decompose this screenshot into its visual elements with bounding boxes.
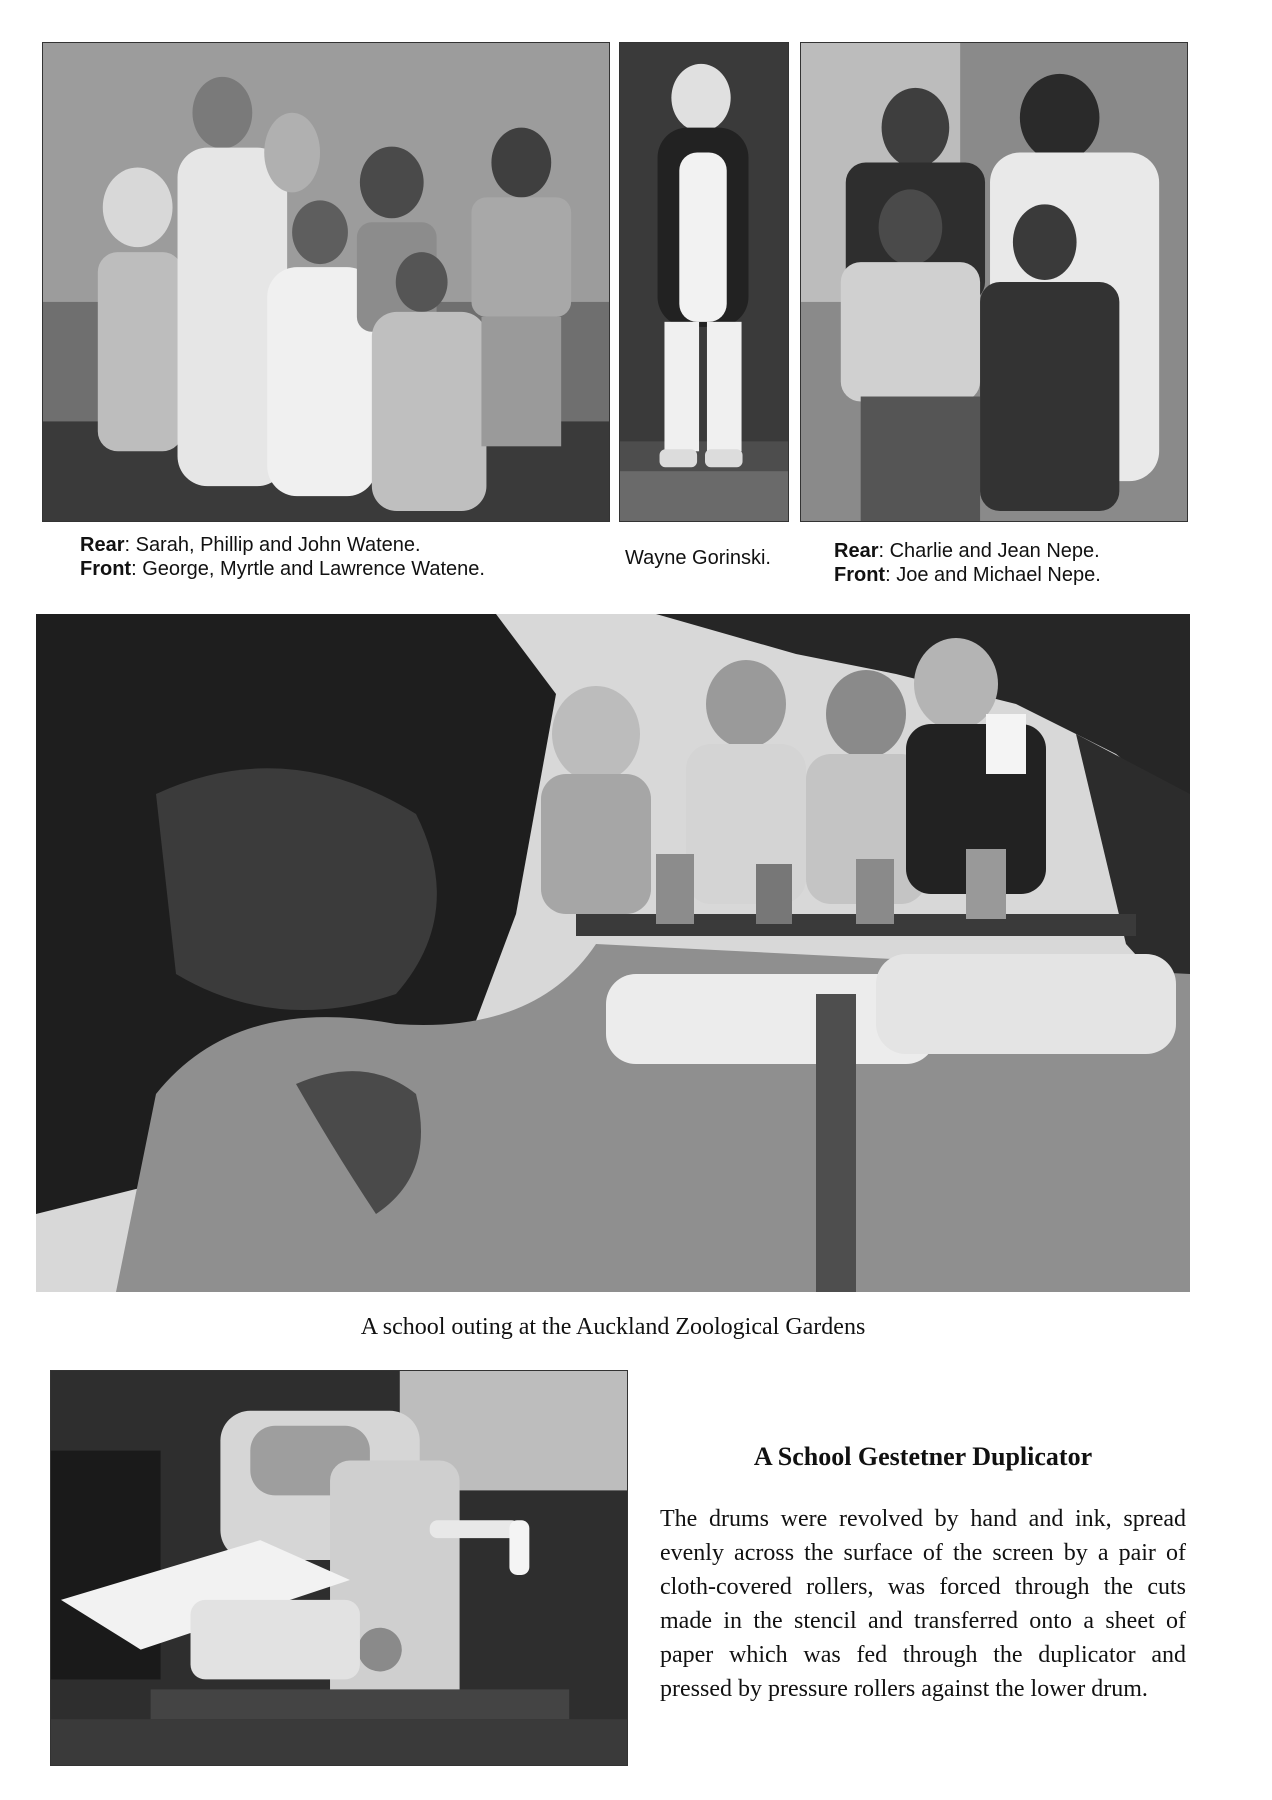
nepe-caption-rear: [834, 539, 1101, 563]
nepe-family-photo: [800, 42, 1188, 522]
wayne-caption: Wayne Gorinski.: [625, 547, 771, 569]
watene-family-photo: [42, 42, 610, 522]
watene-front-names: : George, Myrtle and Lawrence Watene.: [131, 558, 485, 580]
watene-caption-front: [80, 557, 485, 581]
gestetner-heading: A School Gestetner Duplicator: [753, 1442, 1093, 1471]
zoo-outing-photo: [36, 614, 1190, 1292]
watene-caption-rear: [80, 533, 485, 557]
front-label: Front: [834, 564, 886, 586]
rear-label: Rear: [834, 540, 879, 562]
watene-caption: [80, 533, 485, 581]
nepe-caption-front: [834, 563, 1101, 587]
gestetner-duplicator-photo: [50, 1370, 628, 1766]
nepe-caption: [834, 539, 1101, 587]
front-label: Front: [80, 558, 132, 580]
rear-label: Rear: [80, 534, 125, 556]
zoo-caption: A school outing at the Auckland Zoological Gardens: [360, 1314, 866, 1340]
nepe-front-names: : Joe and Michael Nepe.: [885, 564, 1101, 586]
nepe-rear-names: : Charlie and Jean Nepe.: [878, 540, 1100, 562]
wayne-gorinski-photo: [619, 42, 789, 522]
gestetner-description: The drums were revolved by hand and ink, spread evenly across the surface of the screen by a pair of cloth-covered rollers, was forced through the cuts made in the stencil and transferred onto a sheet of paper which was fed through the duplicator and pressed by pressure rollers against the lower drum.: [660, 1506, 1186, 1702]
watene-rear-names: : Sarah, Phillip and John Watene.: [124, 534, 421, 556]
